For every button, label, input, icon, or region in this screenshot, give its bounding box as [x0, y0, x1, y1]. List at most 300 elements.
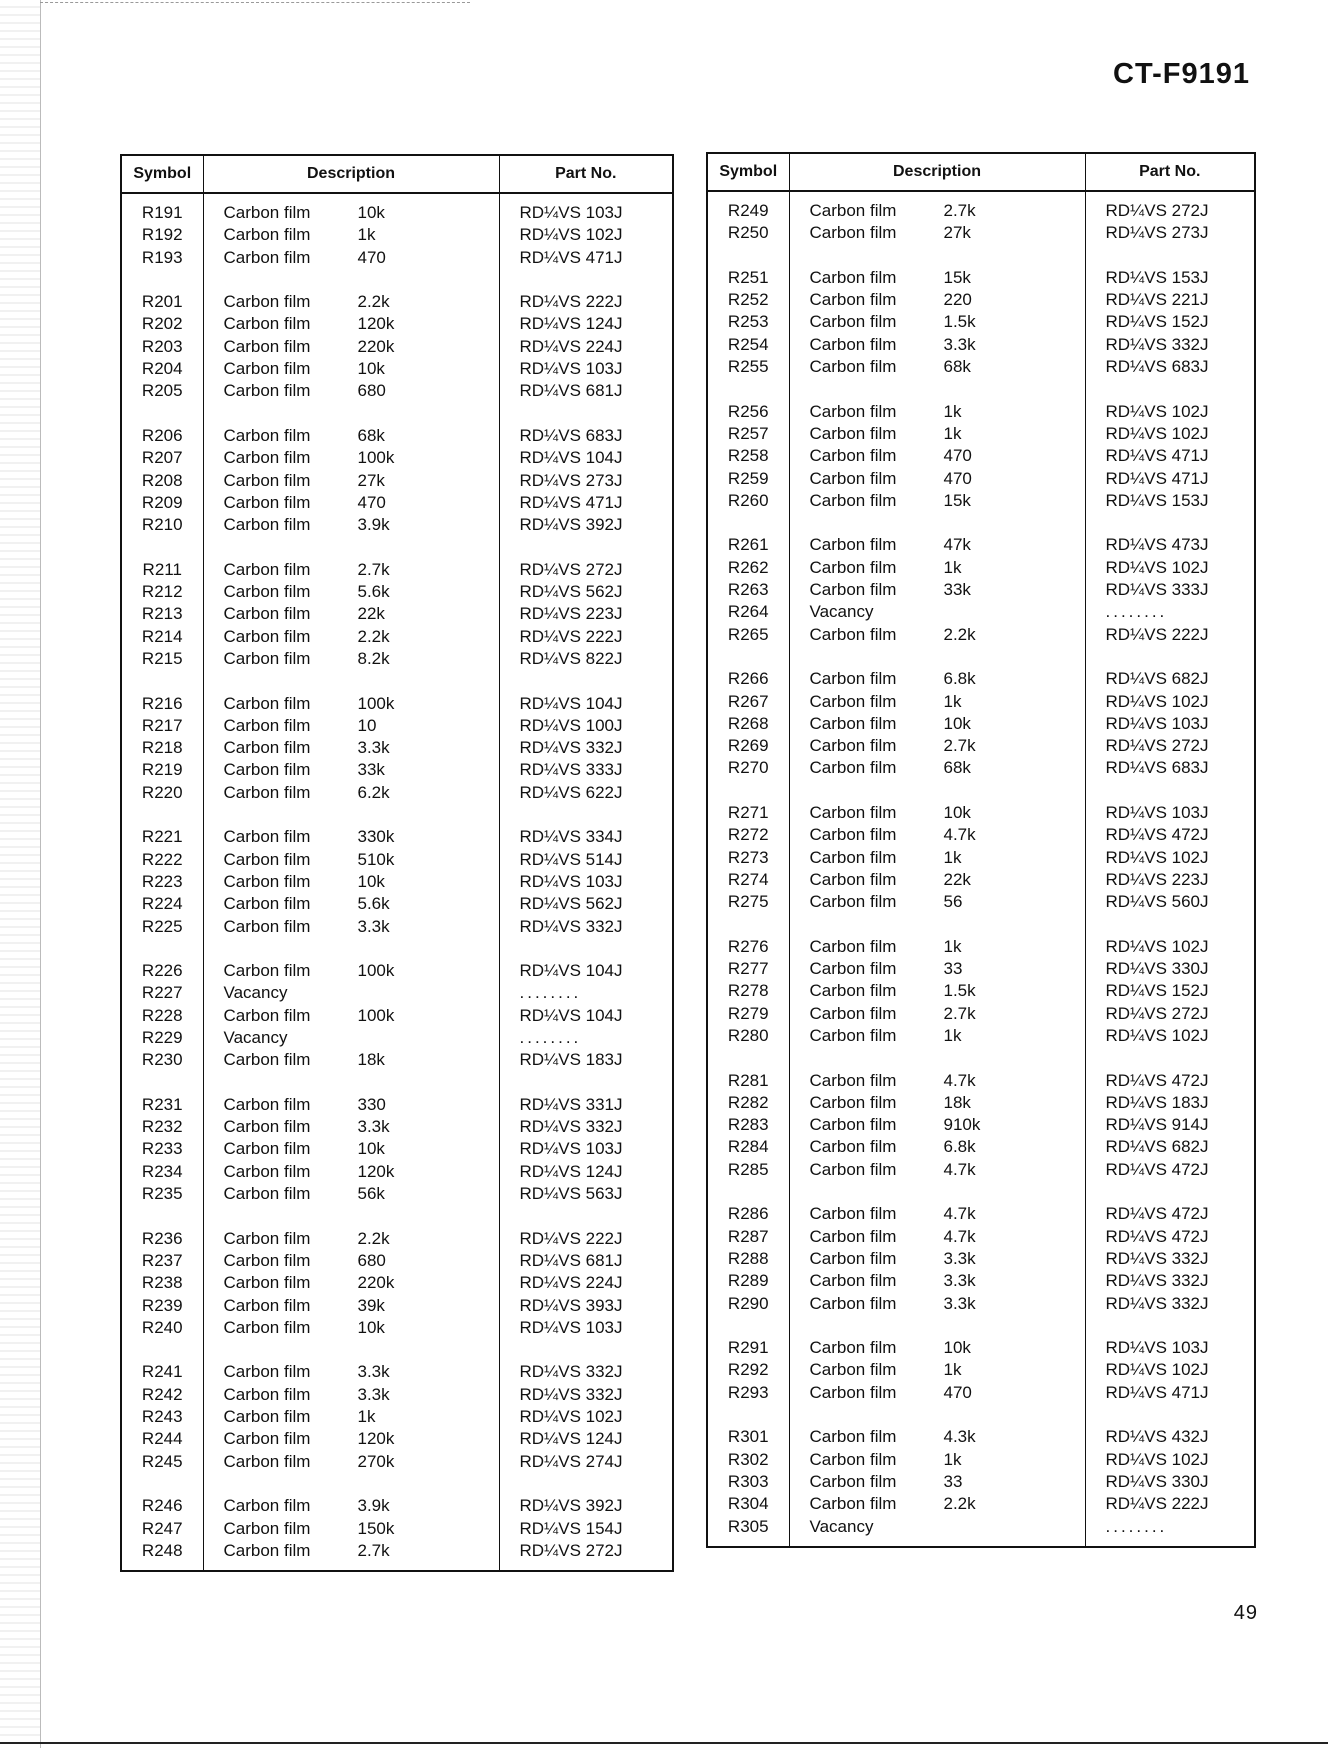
component-value: 2.2k: [357, 626, 390, 646]
part-symbol: R235: [141, 1184, 183, 1204]
component-type: Carbon film: [809, 825, 897, 845]
part-symbol: R275: [727, 892, 769, 912]
component-type: Carbon film: [223, 1429, 311, 1449]
part-number: RD¼VS 331J: [519, 1094, 623, 1114]
part-description: [790, 601, 1085, 623]
part-number: RD¼VS 822J: [519, 648, 623, 668]
part-symbol: R236: [141, 1228, 183, 1248]
component-value: 470: [357, 492, 386, 512]
part-description: [790, 200, 1085, 222]
component-type: Carbon film: [809, 803, 897, 823]
group-spacer: [790, 1404, 1085, 1426]
component-value: 100k: [357, 961, 395, 981]
part-no-header: Part No.: [1085, 153, 1255, 191]
part-number: RD¼VS 102J: [1105, 1449, 1209, 1469]
bottom-rule: [0, 1742, 1328, 1744]
component-value: 220k: [357, 336, 395, 356]
group-spacer: [708, 914, 789, 936]
part-number: RD¼VS 682J: [1105, 1137, 1209, 1157]
component-type: Carbon film: [223, 1005, 311, 1025]
component-type: Carbon film: [223, 1540, 311, 1560]
part-symbol: R288: [727, 1248, 769, 1268]
component-value: 3.3k: [357, 1384, 390, 1404]
component-type: Carbon film: [223, 1451, 311, 1471]
part-description: [204, 1406, 499, 1428]
part-description: [790, 1382, 1085, 1404]
component-type: Carbon film: [223, 336, 311, 356]
part-description: [790, 1203, 1085, 1225]
part-number: RD¼VS 472J: [1105, 1226, 1209, 1246]
component-type: Carbon film: [809, 1271, 897, 1291]
part-number: RD¼VS 102J: [1105, 423, 1209, 443]
component-value: 33k: [943, 580, 971, 600]
component-type: Carbon film: [809, 1137, 897, 1157]
component-value: 470: [943, 468, 972, 488]
part-symbol: R279: [727, 1003, 769, 1023]
part-description: [204, 1228, 499, 1250]
part-symbol: R253: [727, 312, 769, 332]
part-description: [204, 224, 499, 246]
part-number: RD¼VS 683J: [519, 425, 623, 445]
component-value: 1k: [357, 1407, 376, 1427]
page-number: 49: [1233, 1602, 1258, 1624]
group-spacer: [1086, 780, 1255, 802]
part-symbol: R241: [141, 1362, 183, 1382]
component-value: 33: [943, 1471, 963, 1491]
part-description: [204, 982, 499, 1004]
part-symbol: R251: [727, 267, 769, 287]
group-spacer: [708, 512, 789, 534]
part-description: [204, 893, 499, 915]
part-number: RD¼VS 330J: [1105, 959, 1209, 979]
part-number: RD¼VS 432J: [1105, 1427, 1209, 1447]
component-type: Carbon film: [809, 1003, 897, 1023]
part-number: RD¼VS 222J: [519, 626, 623, 646]
part-number: RD¼VS 334J: [519, 827, 623, 847]
group-spacer: [1086, 245, 1255, 267]
component-type: Carbon film: [223, 448, 311, 468]
component-type: Carbon film: [809, 267, 897, 287]
component-value: 18k: [943, 1092, 971, 1112]
part-symbol: R217: [141, 715, 183, 735]
top-rule: [40, 2, 470, 3]
part-number: RD¼VS 102J: [1105, 1025, 1209, 1045]
component-value: 2.2k: [357, 1228, 390, 1248]
part-number: RD¼VS 914J: [1105, 1115, 1209, 1135]
component-value: 33: [943, 959, 963, 979]
part-symbol: R301: [727, 1427, 769, 1447]
part-number: RD¼VS 392J: [519, 515, 623, 535]
component-type: Carbon film: [809, 1092, 897, 1112]
group-spacer: [790, 378, 1085, 400]
part-number: RD¼VS 272J: [1105, 1003, 1209, 1023]
component-value: 56: [943, 892, 963, 912]
group-spacer: [790, 245, 1085, 267]
component-value: 510k: [357, 849, 395, 869]
component-value: 10k: [357, 871, 385, 891]
part-description: [790, 423, 1085, 445]
part-number: RD¼VS 104J: [519, 961, 623, 981]
part-symbol: R232: [141, 1117, 183, 1137]
component-type: Carbon film: [809, 580, 897, 600]
part-description: [204, 559, 499, 581]
part-number: RD¼VS 224J: [519, 1273, 623, 1293]
part-number: ........: [519, 983, 582, 1003]
component-value: 6.8k: [943, 669, 976, 689]
component-type: Carbon film: [809, 892, 897, 912]
part-number: RD¼VS 471J: [1105, 446, 1209, 466]
part-description: [204, 291, 499, 313]
group-spacer: [1086, 378, 1255, 400]
part-number: RD¼VS 332J: [519, 738, 623, 758]
part-description: [790, 735, 1085, 757]
component-value: 1.5k: [943, 981, 976, 1001]
component-type: Carbon film: [809, 535, 897, 555]
part-number: RD¼VS 102J: [1105, 557, 1209, 577]
part-number: RD¼VS 152J: [1105, 981, 1209, 1001]
part-number: RD¼VS 153J: [1105, 267, 1209, 287]
part-symbol: R274: [727, 869, 769, 889]
component-value: 4.7k: [943, 1159, 976, 1179]
part-symbol: R276: [727, 936, 769, 956]
component-type: Carbon film: [223, 1407, 311, 1427]
component-type: Carbon film: [223, 203, 311, 222]
component-value: 68k: [357, 425, 385, 445]
part-symbol: R282: [727, 1092, 769, 1112]
part-number: RD¼VS 273J: [1105, 223, 1209, 243]
component-value: 10k: [943, 1338, 971, 1358]
component-value: 1k: [943, 691, 962, 711]
component-value: 5.6k: [357, 894, 390, 914]
group-spacer: [500, 938, 673, 960]
part-description: [204, 871, 499, 893]
part-symbol: R270: [727, 758, 769, 778]
component-value: 1k: [943, 401, 962, 421]
component-value: 2.2k: [357, 292, 390, 312]
part-number: RD¼VS 222J: [519, 1228, 623, 1248]
group-spacer: [122, 1205, 203, 1227]
component-type: Carbon film: [809, 758, 897, 778]
part-symbol: R204: [141, 359, 183, 379]
part-symbol: R233: [141, 1139, 183, 1159]
part-number: RD¼VS 393J: [519, 1295, 623, 1315]
component-type: Carbon film: [223, 827, 311, 847]
description-column: [203, 202, 499, 1562]
component-type: Carbon film: [809, 201, 897, 220]
part-description: [204, 849, 499, 871]
component-value: 1k: [943, 557, 962, 577]
part-description: [790, 824, 1085, 846]
group-spacer: [204, 269, 499, 291]
part-description: [204, 1428, 499, 1450]
group-spacer: [122, 670, 203, 692]
part-description: [204, 1451, 499, 1473]
component-type: Carbon film: [809, 223, 897, 243]
component-value: 22k: [357, 604, 385, 624]
part-description: [204, 425, 499, 447]
component-value: 2.7k: [357, 1540, 390, 1560]
component-type: Carbon film: [223, 916, 311, 936]
component-type: Carbon film: [223, 1094, 311, 1114]
part-description: [790, 1070, 1085, 1092]
part-description: [790, 624, 1085, 646]
part-symbol: R215: [141, 648, 183, 668]
part-description: [790, 1293, 1085, 1315]
component-type: Carbon film: [809, 936, 897, 956]
part-number: RD¼VS 224J: [519, 336, 623, 356]
part-description: [790, 1471, 1085, 1493]
component-value: 4.7k: [943, 1070, 976, 1090]
component-value: 2.7k: [943, 1003, 976, 1023]
part-number: RD¼VS 272J: [1105, 736, 1209, 756]
component-type: Carbon film: [223, 1273, 311, 1293]
group-spacer: [500, 1205, 673, 1227]
part-symbol: R291: [727, 1338, 769, 1358]
part-symbol: R260: [727, 490, 769, 510]
component-value: 39k: [357, 1295, 385, 1315]
component-type: Carbon film: [223, 1184, 311, 1204]
description-header: Description: [203, 155, 499, 193]
group-spacer: [500, 804, 673, 826]
component-type: Carbon film: [223, 1117, 311, 1137]
part-description: [790, 468, 1085, 490]
part-description: [790, 958, 1085, 980]
component-value: 6.8k: [943, 1137, 976, 1157]
part-number: RD¼VS 332J: [1105, 1293, 1209, 1313]
component-type: Carbon film: [223, 425, 311, 445]
group-spacer: [708, 780, 789, 802]
part-symbol: R285: [727, 1159, 769, 1179]
group-spacer: [204, 536, 499, 558]
part-number: RD¼VS 272J: [519, 1540, 623, 1560]
part-symbol: R246: [141, 1496, 183, 1516]
part-number: RD¼VS 103J: [1105, 1338, 1209, 1358]
component-value: 27k: [357, 470, 385, 490]
part-symbol: R290: [727, 1293, 769, 1313]
part-description: [204, 1384, 499, 1406]
part-number: RD¼VS 124J: [519, 314, 623, 334]
part-description: [790, 1092, 1085, 1114]
component-type: Carbon film: [809, 334, 897, 354]
component-value: 10k: [357, 203, 385, 222]
part-number: RD¼VS 102J: [1105, 691, 1209, 711]
component-value: 4.7k: [943, 1204, 976, 1224]
part-symbol: R202: [141, 314, 183, 334]
group-spacer: [708, 245, 789, 267]
group-spacer: [1086, 1404, 1255, 1426]
part-description: [790, 757, 1085, 779]
part-number: RD¼VS 332J: [519, 1362, 623, 1382]
component-type: Carbon film: [809, 1159, 897, 1179]
part-symbol: R289: [727, 1271, 769, 1291]
group-spacer: [500, 269, 673, 291]
part-symbol: R228: [141, 1005, 183, 1025]
part-description: [204, 247, 499, 269]
part-description: [790, 1226, 1085, 1248]
component-value: 150k: [357, 1518, 395, 1538]
component-value: 680: [357, 1250, 386, 1270]
part-symbol: R245: [141, 1451, 183, 1471]
component-type: Carbon film: [223, 1139, 311, 1159]
component-value: 100k: [357, 693, 395, 713]
component-type: Carbon film: [809, 1382, 897, 1402]
part-number: RD¼VS 562J: [519, 582, 623, 602]
part-symbol: R216: [141, 693, 183, 713]
group-spacer: [708, 646, 789, 668]
part-number: ........: [1105, 1516, 1168, 1536]
component-value: 3.9k: [357, 515, 390, 535]
part-symbol: R254: [727, 334, 769, 354]
group-spacer: [1086, 646, 1255, 668]
component-type: Vacancy: [223, 983, 288, 1003]
component-type: Carbon film: [223, 604, 311, 624]
component-type: Vacancy: [223, 1027, 288, 1047]
group-spacer: [500, 1339, 673, 1361]
part-description: [790, 401, 1085, 423]
component-value: 10: [357, 715, 377, 735]
part-description: [790, 222, 1085, 244]
component-type: Carbon film: [809, 713, 897, 733]
component-type: Carbon film: [223, 225, 311, 245]
part-number: RD¼VS 104J: [519, 693, 623, 713]
part-symbol: R214: [141, 626, 183, 646]
part-description: [204, 1317, 499, 1339]
component-type: Carbon film: [809, 1115, 897, 1135]
part-description: [204, 916, 499, 938]
component-type: Carbon film: [223, 559, 311, 579]
component-value: 3.3k: [357, 1362, 390, 1382]
part-no-column: [1085, 200, 1255, 1538]
component-value: 4.3k: [943, 1427, 976, 1447]
part-symbol: R243: [141, 1407, 183, 1427]
part-description: [790, 713, 1085, 735]
group-spacer: [708, 1047, 789, 1069]
part-symbol: R268: [727, 713, 769, 733]
component-type: Carbon film: [223, 1384, 311, 1404]
part-symbol: R193: [141, 247, 183, 267]
component-value: 5.6k: [357, 582, 390, 602]
part-description: [204, 693, 499, 715]
part-description: [790, 1359, 1085, 1381]
component-value: 22k: [943, 869, 971, 889]
component-value: 1k: [943, 936, 962, 956]
group-spacer: [500, 536, 673, 558]
component-type: Carbon film: [809, 1338, 897, 1358]
part-number: RD¼VS 330J: [1105, 1471, 1209, 1491]
group-spacer: [790, 914, 1085, 936]
component-value: 330k: [357, 827, 395, 847]
part-symbol: R240: [141, 1317, 183, 1337]
component-type: Carbon film: [809, 357, 897, 377]
part-description: [790, 1248, 1085, 1270]
group-spacer: [1086, 1315, 1255, 1337]
part-description: [204, 1272, 499, 1294]
component-type: Carbon film: [223, 693, 311, 713]
part-symbol: R221: [141, 827, 183, 847]
part-number: RD¼VS 103J: [519, 203, 623, 222]
part-description: [790, 1025, 1085, 1047]
component-type: Carbon film: [223, 1317, 311, 1337]
part-description: [204, 581, 499, 603]
part-symbol: R269: [727, 736, 769, 756]
component-type: Carbon film: [223, 738, 311, 758]
part-number: RD¼VS 103J: [519, 871, 623, 891]
part-symbol: R192: [141, 225, 183, 245]
component-value: 2.2k: [943, 624, 976, 644]
part-number: RD¼VS 223J: [519, 604, 623, 624]
part-description: [790, 1493, 1085, 1515]
part-number: RD¼VS 681J: [519, 381, 623, 401]
group-spacer: [1086, 914, 1255, 936]
part-symbol: R234: [141, 1161, 183, 1181]
part-symbol: R191: [141, 203, 183, 222]
part-number: RD¼VS 471J: [519, 247, 623, 267]
part-description: [204, 514, 499, 536]
component-value: 1k: [943, 1360, 962, 1380]
component-type: Carbon film: [809, 847, 897, 867]
part-symbol: R255: [727, 357, 769, 377]
part-description: [204, 202, 499, 224]
component-value: 68k: [943, 758, 971, 778]
component-value: 68k: [943, 357, 971, 377]
part-number: RD¼VS 153J: [1105, 490, 1209, 510]
group-spacer: [122, 403, 203, 425]
part-symbol: R226: [141, 961, 183, 981]
component-value: 3.3k: [357, 1117, 390, 1137]
part-symbol: R218: [141, 738, 183, 758]
part-symbol: R259: [727, 468, 769, 488]
part-number: RD¼VS 682J: [1105, 669, 1209, 689]
group-spacer: [122, 536, 203, 558]
group-spacer: [122, 1473, 203, 1495]
component-type: Carbon film: [223, 492, 311, 512]
part-description: [790, 1003, 1085, 1025]
part-symbol: R292: [727, 1360, 769, 1380]
part-symbol: R209: [141, 492, 183, 512]
part-description: [204, 358, 499, 380]
part-symbol: R250: [727, 223, 769, 243]
part-number: RD¼VS 332J: [1105, 1248, 1209, 1268]
component-value: 3.3k: [357, 738, 390, 758]
component-value: 120k: [357, 1429, 395, 1449]
component-type: Carbon film: [809, 468, 897, 488]
part-number: RD¼VS 683J: [1105, 758, 1209, 778]
scanned-page-edge: [0, 0, 41, 1748]
component-type: Vacancy: [809, 1516, 874, 1536]
part-symbol: R230: [141, 1050, 183, 1070]
component-type: Carbon film: [223, 582, 311, 602]
part-description: [790, 1136, 1085, 1158]
component-type: Carbon film: [223, 626, 311, 646]
part-description: [790, 936, 1085, 958]
part-no-column: [499, 202, 673, 1562]
part-symbol: R206: [141, 425, 183, 445]
component-value: 270k: [357, 1451, 395, 1471]
component-type: Carbon film: [809, 736, 897, 756]
part-symbol: R211: [142, 559, 182, 579]
component-value: 3.3k: [943, 1293, 976, 1313]
group-spacer: [500, 670, 673, 692]
component-value: 27k: [943, 223, 971, 243]
part-number: RD¼VS 154J: [519, 1518, 623, 1538]
part-symbol: R239: [141, 1295, 183, 1315]
part-number: RD¼VS 622J: [519, 782, 623, 802]
part-description: [790, 980, 1085, 1002]
part-number: RD¼VS 124J: [519, 1161, 623, 1181]
component-value: 1k: [357, 225, 376, 245]
component-type: Carbon film: [223, 1362, 311, 1382]
part-description: [790, 445, 1085, 467]
